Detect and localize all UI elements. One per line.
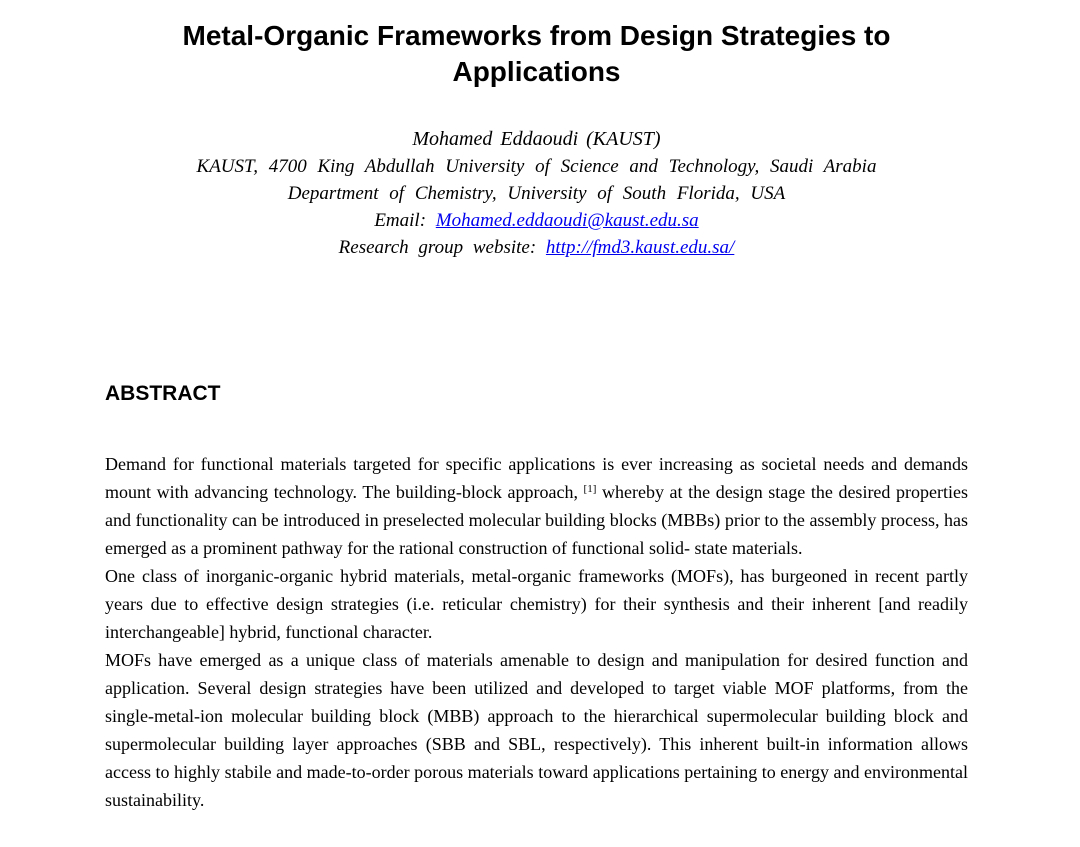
author-block [105, 126, 968, 261]
affiliation-line-1: KAUST, 4700 King Abdullah University of Science and Technology, Saudi Arabia [196, 156, 877, 177]
abstract-paragraph-1 [105, 450, 968, 562]
paper-title: Metal-Organic Frameworks from Design Strategies to Applications [182, 20, 891, 87]
abstract-p1-text-before-ref: Demand for functional materials targeted for specific applications is ever increasing as societal needs and demands mount with advancing technology. The building-block approach, [105, 454, 968, 502]
abstract-paragraph-3: MOFs have emerged as a unique class of materials amenable to design and manipulation for desired function and application. Several design strategies have been utilized and developed to target viable MOF platforms, from the single-metal-ion molecular building block (MBB) approach to the hierarchical supermolecular building block and supermolecular building layer approaches (SBB and SBL, respectively). This inherent built-in information allows access to highly stabile and made-to-order porous materials toward applications pertaining to energy and environmental sustainability. [105, 650, 968, 810]
abstract-heading: ABSTRACT [105, 382, 221, 405]
affiliation-line-2: Department of Chemistry, University of South Florida, USA [287, 183, 786, 204]
email-line [105, 207, 968, 234]
abstract-p1-text-after-ref: whereby at the design stage the desired properties and functionality can be introduced in preselected molecular building blocks (MBBs) prior to the assembly process, has emerged as a prominent pathway for the rational construction of functional solid- state materials. [105, 482, 968, 558]
abstract-body [105, 450, 968, 814]
abstract-paragraph-2: One class of inorganic-organic hybrid materials, metal-organic frameworks (MOFs), has burgeoned in recent partly years due to effective design strategies (i.e. reticular chemistry) for their synthesis and their inherent [and readily interchangeable] hybrid, functional character. [105, 566, 968, 642]
citation-ref-1: [1] [583, 483, 597, 495]
website-label: Research group website: [338, 237, 546, 258]
email-link[interactable]: Mohamed.eddaoudi@kaust.edu.sa [435, 210, 699, 231]
email-label: Email: [374, 210, 436, 231]
website-line [105, 234, 968, 261]
website-link[interactable]: http://fmd3.kaust.edu.sa/ [545, 237, 735, 258]
author-name: Mohamed Eddaoudi (KAUST) [412, 128, 661, 150]
